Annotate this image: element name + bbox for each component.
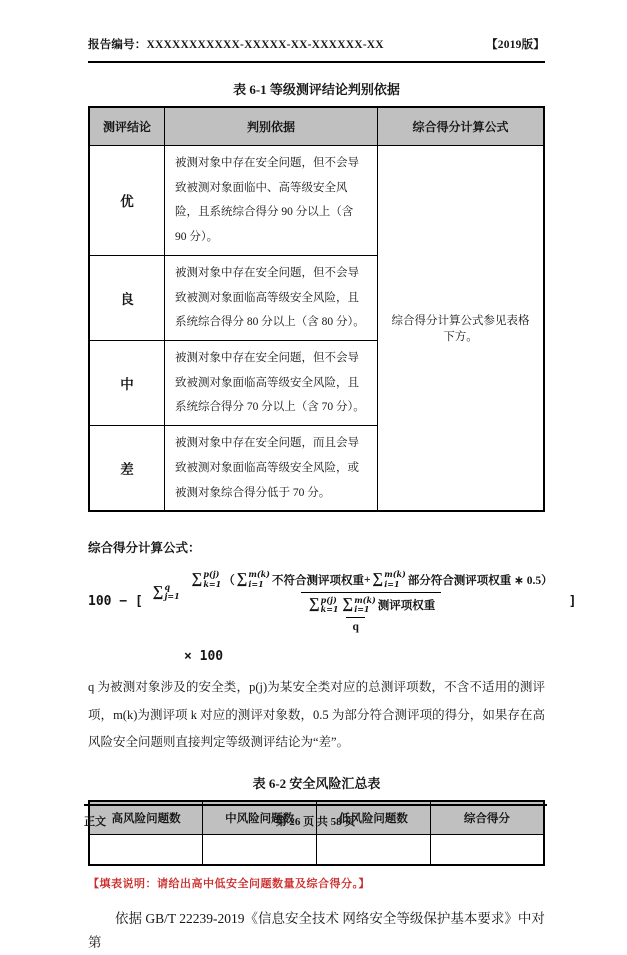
score-formula: [88, 569, 577, 665]
plus-operator: +: [363, 573, 371, 586]
formula-prefix: 100 − [: [88, 594, 143, 610]
report-header: [88, 36, 545, 63]
sum-upper-limit: p(j): [203, 569, 220, 580]
sigma-symbol: ∑: [372, 571, 384, 588]
page-footer: [84, 804, 547, 829]
sigma-symbol: ∑: [152, 583, 164, 600]
footer-page-number: 第 26 页 共 58 页: [275, 816, 356, 828]
formula-explanation: q 为被测对象涉及的安全类，p(j)为某安全类对应的总测评项数，不含不适用的测评项，m(k)为测评项 k 对应的测评对象数，0.5 为部分符合测评项的得分，如果存在高风险安全问题则直接判定等级测评结论为“差”。: [88, 680, 545, 750]
formula-suffix: ]: [568, 594, 577, 610]
fill-instruction-note: 【填表说明：请给出高中低安全问题数量及综合得分。】: [88, 877, 370, 890]
col-header-criteria: 判别依据: [165, 107, 378, 146]
low-risk-count-cell: [317, 834, 431, 865]
col-header-conclusion: 测评结论: [89, 107, 165, 146]
medium-risk-count-cell: [203, 834, 317, 865]
noncompliant-weight-label: 不符合测评项权重: [271, 574, 364, 587]
paren-open: （: [223, 574, 235, 587]
formula-reference-cell: 综合得分计算公式参见表格下方。: [378, 146, 545, 512]
sum-lower-limit: k=1: [203, 578, 222, 589]
sum-upper-limit: q: [164, 582, 171, 593]
sum-lower-limit: k=1: [320, 603, 339, 614]
grade-good: 良: [89, 255, 165, 340]
grade-medium: 中: [89, 341, 165, 426]
sigma-symbol: ∑: [191, 571, 203, 588]
col-header-high-risk: 高风险问题数: [89, 801, 203, 835]
sum-lower-limit: i=1: [354, 603, 370, 614]
grade-excellent: 优: [89, 146, 165, 256]
risk-table-data-row: [89, 834, 544, 865]
item-weight-label: 测评项权重: [377, 599, 436, 612]
score-cell: [430, 834, 544, 865]
footer-section-label: 正文: [84, 816, 106, 828]
table2-title: 表 6-2 安全风险汇总表: [252, 775, 381, 791]
criteria-good: 被测对象中存在安全问题，但不会导致被测对象面临高等级安全风险，且系统综合得分 80 分以上（含 80 分）。: [165, 255, 378, 340]
inner-fraction: [184, 570, 559, 614]
sum-upper-limit: m(k): [354, 594, 376, 605]
formula-line: [88, 569, 577, 634]
inner-num-sum2: [237, 570, 270, 588]
formula-label: 综合得分计算公式：: [88, 541, 201, 556]
inner-num-sum3: [373, 570, 406, 588]
table-row-excellent: [89, 146, 544, 256]
criteria-excellent: 被测对象中存在安全问题，但不会导致被测对象面临中、高等级安全风险，且系统综合得分 90 分以上（含 90 分）。: [165, 146, 378, 256]
partial-weight-label: 部分符合测评项权重 ∗ 0.5）: [407, 574, 553, 587]
sum-upper-limit: m(k): [384, 569, 406, 580]
high-risk-count-cell: [89, 834, 203, 865]
sigma-symbol: ∑: [342, 596, 354, 613]
evaluation-conclusion-table: [88, 106, 545, 512]
inner-den-sum1: [309, 596, 339, 614]
sigma-symbol: ∑: [308, 596, 320, 613]
outer-fraction: [145, 570, 567, 633]
sigma-symbol: ∑: [236, 571, 248, 588]
report-number: 报告编号：XXXXXXXXXXX-XXXXX-XX-XXXXXX-XX: [88, 39, 384, 51]
version-label: 【2019版】: [486, 39, 545, 51]
criteria-poor: 被测对象中存在安全问题，而且会导致被测对象面临高等级安全风险，或被测对象综合得分低于 70 分。: [165, 426, 378, 512]
body-paragraph: 依据 GB/T 22239-2019《信息安全技术 网络安全等级保护基本要求》中对第: [88, 910, 545, 950]
inner-num-sum1: [192, 570, 222, 588]
col-header-low-risk: 低风险问题数: [317, 801, 431, 835]
outer-sum: [153, 583, 180, 601]
sum-lower-limit: i=1: [248, 578, 264, 589]
grade-poor: 差: [89, 426, 165, 512]
table-header-row: [89, 107, 544, 146]
sum-lower-limit: i=1: [384, 578, 400, 589]
times-100: × 100: [184, 649, 224, 665]
col-header-score: 综合得分: [430, 801, 544, 835]
inner-den-sum2: [342, 596, 375, 614]
col-header-medium-risk: 中风险问题数: [203, 801, 317, 835]
sum-upper-limit: m(k): [248, 569, 270, 580]
table1-title: 表 6-1 等级测评结论判别依据: [233, 82, 400, 97]
criteria-medium: 被测对象中存在安全问题，但不会导致被测对象面临高等级安全风险，且系统综合得分 70 分以上（含 70 分）。: [165, 341, 378, 426]
sum-upper-limit: p(j): [320, 594, 337, 605]
sum-lower-limit: j=1: [164, 591, 180, 602]
outer-denominator: q: [352, 621, 359, 634]
col-header-formula: 综合得分计算公式: [378, 107, 545, 146]
